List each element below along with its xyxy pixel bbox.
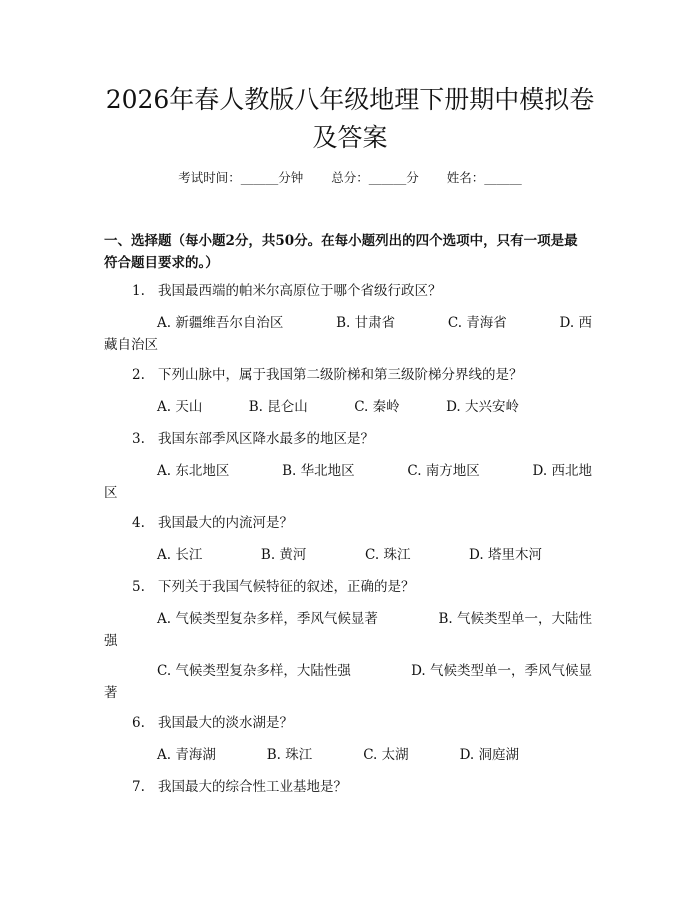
- option-a: A. 气候类型复杂多样，季风气候显著: [157, 611, 378, 627]
- question-number: 6.: [132, 715, 145, 731]
- question-3-options: [157, 460, 592, 482]
- section-heading-line2: 符合题目要求的。）: [104, 255, 219, 271]
- option-c: C. 南方地区: [407, 463, 480, 479]
- question-5: [132, 576, 415, 598]
- exam-time-field: 考试时间：______分钟: [178, 170, 304, 185]
- option-d: D. 西北地: [532, 463, 592, 479]
- question-2: [132, 364, 523, 386]
- question-text: 我国最大的淡水湖是？: [158, 715, 293, 731]
- option-b: B. 甘肃省: [336, 315, 396, 331]
- option-a: A. 青海湖: [157, 747, 216, 763]
- option-c: C. 青海省: [447, 315, 507, 331]
- option-wrap-text: 藏自治区: [104, 337, 158, 353]
- question-7: [132, 776, 347, 798]
- option-c: C. 太湖: [363, 747, 409, 763]
- question-number: 7.: [132, 779, 145, 795]
- option-d: D. 洞庭湖: [459, 747, 519, 763]
- option-a: A. 新疆维吾尔自治区: [157, 315, 284, 331]
- question-number: 5.: [132, 579, 145, 595]
- option-a: A. 天山: [157, 399, 203, 415]
- option-b: B. 昆仑山: [248, 399, 308, 415]
- exam-title-line1: 2026年春人教版八年级地理下册期中模拟卷: [105, 85, 595, 114]
- question-number: 4.: [132, 515, 145, 531]
- question-text: 下列山脉中，属于我国第二级阶梯和第三级阶梯分界线的是？: [158, 367, 523, 383]
- option-c: C. 秦岭: [354, 399, 400, 415]
- option-d: D. 气候类型单一，季风气候显: [411, 663, 592, 679]
- option-d: D. 塔里木河: [469, 547, 542, 563]
- option-wrap-text: 区: [104, 485, 118, 501]
- option-c: C. 气候类型复杂多样，大陆性强: [157, 663, 351, 679]
- total-score-field: 总分：______分: [331, 170, 419, 185]
- option-a: A. 长江: [157, 547, 203, 563]
- option-a: A. 东北地区: [157, 463, 230, 479]
- question-1: [132, 280, 442, 302]
- question-4: [132, 512, 293, 534]
- option-b: B. 黄河: [260, 547, 307, 563]
- option-wrap-text: 著: [104, 685, 118, 701]
- option-wrap-text: 强: [104, 633, 118, 649]
- question-number: 2.: [132, 367, 145, 383]
- question-text: 我国最大的综合性工业基地是？: [158, 779, 347, 795]
- option-b: B. 气候类型单一，大陆性: [438, 611, 592, 627]
- option-d: D. 西: [559, 315, 592, 331]
- question-5-options-row2: [157, 660, 592, 682]
- question-5-options-row1: [157, 608, 592, 630]
- question-1-options: [157, 312, 592, 334]
- question-3: [132, 428, 374, 450]
- student-name-field: 姓名：______: [446, 170, 522, 185]
- option-b: B. 华北地区: [282, 463, 355, 479]
- question-text: 我国最西端的帕米尔高原位于哪个省级行政区？: [158, 283, 442, 299]
- question-text: 我国东部季风区降水最多的地区是？: [158, 431, 374, 447]
- question-6: [132, 712, 293, 734]
- question-text: 我国最大的内流河是？: [158, 515, 293, 531]
- question-number: 3.: [132, 431, 145, 447]
- option-d: D. 大兴安岭: [446, 399, 519, 415]
- question-number: 1.: [132, 283, 145, 299]
- option-c: C. 珠江: [365, 547, 411, 563]
- exam-meta: [0, 168, 700, 188]
- exam-title-line2: 及答案: [312, 123, 388, 152]
- question-6-options: [157, 744, 519, 766]
- question-4-options: [157, 544, 542, 566]
- option-b: B. 珠江: [266, 747, 313, 763]
- section-heading-line1: 一、选择题（每小题2分，共50分。在每小题列出的四个选项中，只有一项是最: [104, 233, 578, 249]
- question-text: 下列关于我国气候特征的叙述，正确的是？: [158, 579, 415, 595]
- question-2-options: [157, 396, 519, 418]
